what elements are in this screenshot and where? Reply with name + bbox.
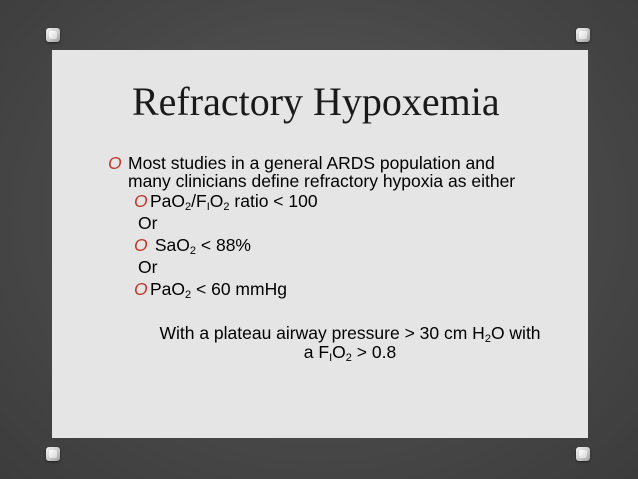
- criterion-pao2: [134, 278, 570, 300]
- criterion-pao2-fio2: [134, 190, 570, 212]
- main-bullet-item: [110, 154, 570, 190]
- criteria-list: [134, 190, 570, 362]
- main-bullet-text: Most studies in a general ARDS population and many clinicians define refractory hypoxia as either: [128, 153, 516, 191]
- bullet-marker: O: [134, 279, 148, 299]
- or-separator: Or: [138, 213, 158, 233]
- note-line-1: With a plateau airway pressure > 30 cm $H_2O$ with: [159, 323, 541, 345]
- corner-tack-top-right: [576, 28, 590, 42]
- bullet-marker: O: [108, 153, 122, 173]
- note-line-2: a $F_IO_2 > 0.8$: [303, 342, 397, 364]
- criterion-text: $PaO_2/F_IO_2$ ratio < 100: [150, 191, 318, 213]
- criterion-text: PaO$_2$ < 60 mmHg: [150, 279, 287, 301]
- slide-body: [110, 154, 570, 362]
- criterion-sao2: [134, 234, 570, 256]
- slide-title: Refractory Hypoxemia: [132, 79, 500, 124]
- criterion-text: SaO$_2$ < 88%: [150, 235, 251, 257]
- bullet-marker: O: [134, 235, 148, 255]
- plateau-pressure-note: [140, 324, 560, 362]
- corner-tack-bottom-right: [576, 447, 590, 461]
- bullet-marker: O: [134, 191, 148, 211]
- corner-tack-top-left: [46, 28, 60, 42]
- corner-tack-bottom-left: [46, 447, 60, 461]
- or-separator: Or: [138, 257, 158, 277]
